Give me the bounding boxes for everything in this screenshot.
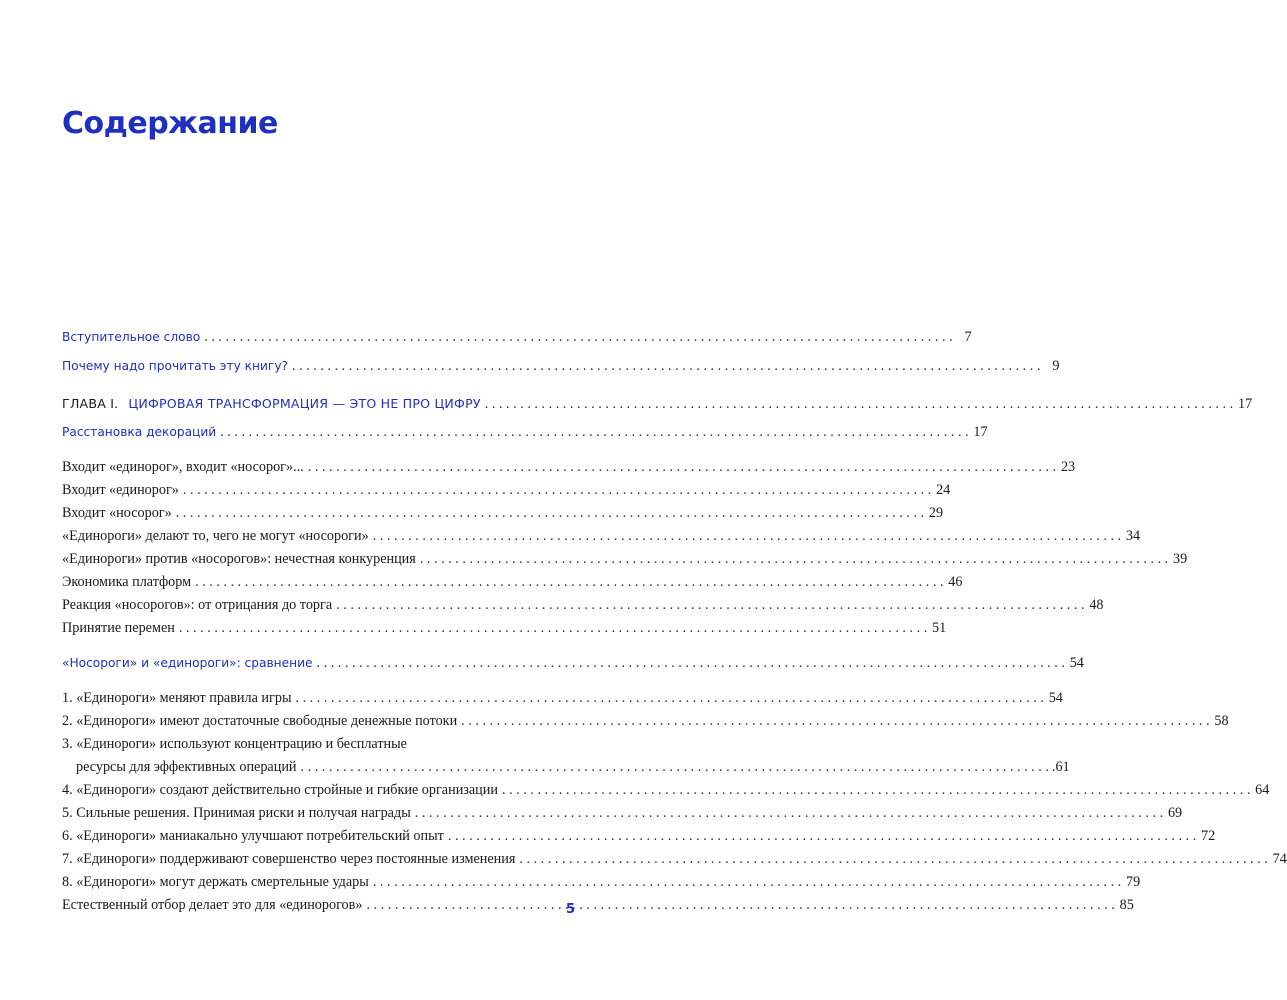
toc-entry-page: .61 [1051, 759, 1070, 775]
dot-leader [373, 525, 1121, 548]
toc-entry-page: 17 [1237, 396, 1253, 412]
toc-entry-page: 54 [1048, 690, 1063, 706]
toc-entry-page: 79 [1126, 874, 1141, 890]
table-of-contents [62, 326, 1287, 917]
toc-entry-page: 51 [932, 620, 947, 636]
toc-entry [62, 802, 1183, 825]
toc-entry-page: 54 [1069, 655, 1084, 671]
toc-entry-page: 48 [1089, 597, 1104, 613]
toc-entry-title: 2. «Единороги» имеют достаточные свободные денежные потоки [62, 713, 458, 729]
dot-leader [204, 326, 952, 349]
dot-leader [195, 571, 943, 594]
toc-entry-page: 29 [928, 505, 944, 521]
toc-entry-page: 46 [948, 574, 963, 590]
chapter-heading [62, 392, 481, 415]
toc-entry [62, 710, 1229, 733]
dot-leader [176, 502, 924, 525]
dot-leader [415, 802, 1163, 825]
toc-entry [62, 825, 1216, 848]
dot-leader [519, 848, 1267, 871]
page-title: Содержание [62, 106, 278, 141]
dot-leader [301, 756, 1049, 779]
toc-entry-title-continued: ресурсы для эффективных операций [76, 759, 297, 775]
dot-leader [420, 548, 1168, 571]
toc-section-entry [62, 652, 1084, 675]
toc-entry-page: 74 [1272, 851, 1287, 867]
toc-entry [62, 871, 1141, 894]
dot-leader [373, 871, 1121, 894]
toc-entry [62, 571, 963, 594]
toc-entry-page: 24 [936, 482, 951, 498]
dot-leader [448, 825, 1196, 848]
dot-leader [485, 393, 1233, 416]
dot-leader [366, 894, 1114, 917]
toc-entry [62, 594, 1104, 617]
toc-chapter-entry [62, 392, 1253, 415]
toc-entry [62, 525, 1141, 548]
toc-entry [62, 779, 1270, 802]
dot-leader [295, 687, 1043, 710]
toc-entry-title: 1. «Единороги» меняют правила игры [62, 690, 292, 706]
toc-entry-title: Входит «единорог» [62, 482, 179, 498]
toc-entry-title: 5. Сильные решения. Принимая риски и получая награды [62, 805, 411, 821]
dot-leader [179, 617, 927, 640]
toc-entry [62, 326, 972, 349]
toc-entry-page: 85 [1119, 897, 1134, 913]
toc-entry-page: 9 [1052, 358, 1060, 374]
toc-entry-title: 3. «Единороги» используют концентрацию и бесплатные [62, 736, 407, 752]
toc-entry-title: Экономика платформ [62, 574, 192, 590]
toc-entry-title: Расстановка декораций [62, 425, 217, 439]
toc-entry [62, 617, 947, 640]
dot-leader [317, 652, 1065, 675]
toc-entry [62, 548, 1188, 571]
toc-entry-page: 72 [1201, 828, 1216, 844]
toc-entry-title: 4. «Единороги» создают действительно стройные и гибкие организации [62, 782, 498, 798]
toc-entry-title: Почему надо прочитать эту книгу? [62, 359, 289, 373]
toc-entry [62, 687, 1063, 710]
toc-entry-title: 7. «Единороги» поддерживают совершенство через постоянные изменения [62, 851, 516, 867]
dot-leader [336, 594, 1084, 617]
toc-entry [62, 456, 1076, 479]
toc-entry-page: 7 [964, 329, 972, 345]
dot-leader [292, 355, 1040, 378]
toc-entry-page: 58 [1214, 713, 1229, 729]
page-number: 5 [566, 902, 576, 917]
chapter-label: ГЛАВА I. [62, 396, 119, 411]
toc-entry-title: Вступительное слово [62, 330, 201, 344]
toc-entry-page: 34 [1125, 528, 1141, 544]
toc-entry [62, 355, 1060, 378]
dot-leader [220, 421, 968, 444]
toc-entry-title: Естественный отбор делает это для «единорогов» [62, 897, 363, 913]
toc-entry-title: Принятие перемен [62, 620, 175, 636]
toc-entry-title: «Носороги» и «единороги»: сравнение [62, 656, 313, 670]
toc-entry-page: 17 [973, 424, 988, 440]
toc-entry [62, 502, 944, 525]
toc-entry-page: 64 [1255, 782, 1270, 798]
toc-section-entry [62, 421, 988, 444]
dot-leader [183, 479, 931, 502]
toc-entry-title: Входит «единорог», входит «носорог»... [62, 459, 304, 475]
dot-leader [502, 779, 1250, 802]
toc-entry-page: 69 [1167, 805, 1183, 821]
toc-entry [62, 733, 1070, 779]
dot-leader [308, 456, 1056, 479]
toc-entry-title: 6. «Единороги» маниакально улучшают потребительский опыт [62, 828, 444, 844]
toc-entry-title: 8. «Единороги» могут держать смертельные удары [62, 874, 369, 890]
dot-leader [461, 710, 1209, 733]
toc-entry-page: 23 [1060, 459, 1076, 475]
toc-entry-title: Входит «носорог» [62, 505, 172, 521]
toc-entry [62, 848, 1287, 871]
toc-entry-title: Реакция «носорогов»: от отрицания до торга [62, 597, 333, 613]
toc-entry-title: «Единороги» делают то, чего не могут «носороги» [62, 528, 369, 544]
chapter-title: ЦИФРОВАЯ ТРАНСФОРМАЦИЯ — ЭТО НЕ ПРО ЦИФРУ [128, 396, 481, 411]
toc-entry-page: 39 [1173, 551, 1188, 567]
toc-entry-title: «Единороги» против «носорогов»: нечестная конкуренция [62, 551, 416, 567]
toc-entry [62, 894, 1134, 917]
toc-entry [62, 479, 951, 502]
